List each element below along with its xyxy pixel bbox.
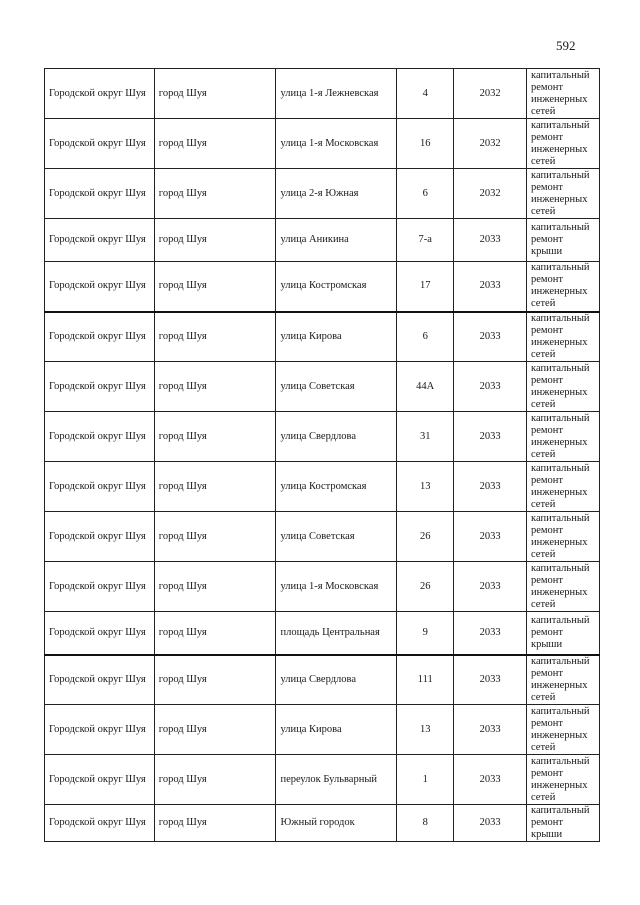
city-cell: город Шуя <box>154 755 276 805</box>
year-cell: 2033 <box>454 705 527 755</box>
house-number-cell: 44А <box>397 362 454 412</box>
street-cell: улица Советская <box>276 512 397 562</box>
work-type-cell: капитальный ремонт инженерных сетей <box>527 312 600 362</box>
table-row <box>45 755 600 805</box>
street-cell: улица Свердлова <box>276 412 397 462</box>
table-row <box>45 219 600 262</box>
district-cell: Городской округ Шуя <box>45 362 155 412</box>
table-row <box>45 462 600 512</box>
table-row <box>45 562 600 612</box>
city-cell: город Шуя <box>154 512 276 562</box>
street-cell: улица 1-я Лежневская <box>276 69 397 119</box>
street-cell: улица Советская <box>276 362 397 412</box>
house-number-cell: 13 <box>397 705 454 755</box>
work-type-cell: капитальный ремонт крыши <box>527 612 600 655</box>
year-cell: 2032 <box>454 69 527 119</box>
year-cell: 2033 <box>454 562 527 612</box>
district-cell: Городской округ Шуя <box>45 169 155 219</box>
district-cell: Городской округ Шуя <box>45 69 155 119</box>
table-row <box>45 705 600 755</box>
city-cell: город Шуя <box>154 562 276 612</box>
city-cell: город Шуя <box>154 219 276 262</box>
work-type-cell: капитальный ремонт инженерных сетей <box>527 462 600 512</box>
city-cell: город Шуя <box>154 169 276 219</box>
district-cell: Городской округ Шуя <box>45 612 155 655</box>
street-cell: Южный городок <box>276 805 397 842</box>
house-number-cell: 9 <box>397 612 454 655</box>
work-type-cell: капитальный ремонт инженерных сетей <box>527 169 600 219</box>
house-number-cell: 6 <box>397 312 454 362</box>
year-cell: 2033 <box>454 612 527 655</box>
year-cell: 2032 <box>454 119 527 169</box>
work-type-cell: капитальный ремонт инженерных сетей <box>527 412 600 462</box>
house-number-cell: 1 <box>397 755 454 805</box>
street-cell: площадь Центральная <box>276 612 397 655</box>
city-cell: город Шуя <box>154 805 276 842</box>
table-row <box>45 69 600 119</box>
city-cell: город Шуя <box>154 412 276 462</box>
city-cell: город Шуя <box>154 462 276 512</box>
district-cell: Городской округ Шуя <box>45 462 155 512</box>
house-number-cell: 17 <box>397 262 454 312</box>
district-cell: Городской округ Шуя <box>45 705 155 755</box>
street-cell: улица Кирова <box>276 705 397 755</box>
year-cell: 2033 <box>454 412 527 462</box>
year-cell: 2033 <box>454 262 527 312</box>
district-cell: Городской округ Шуя <box>45 119 155 169</box>
street-cell: улица Костромская <box>276 462 397 512</box>
work-type-cell: капитальный ремонт инженерных сетей <box>527 362 600 412</box>
table-row <box>45 655 600 705</box>
street-cell: улица Костромская <box>276 262 397 312</box>
city-cell: город Шуя <box>154 362 276 412</box>
page-number: 592 <box>556 38 576 53</box>
house-number-cell: 26 <box>397 512 454 562</box>
district-cell: Городской округ Шуя <box>45 755 155 805</box>
table-body <box>45 69 600 842</box>
district-cell: Городской округ Шуя <box>45 312 155 362</box>
district-cell: Городской округ Шуя <box>45 562 155 612</box>
house-number-cell: 13 <box>397 462 454 512</box>
year-cell: 2033 <box>454 462 527 512</box>
city-cell: город Шуя <box>154 312 276 362</box>
district-cell: Городской округ Шуя <box>45 262 155 312</box>
district-cell: Городской округ Шуя <box>45 412 155 462</box>
house-number-cell: 6 <box>397 169 454 219</box>
year-cell: 2033 <box>454 219 527 262</box>
table-row <box>45 362 600 412</box>
street-cell: улица Кирова <box>276 312 397 362</box>
repair-schedule-table <box>44 68 600 842</box>
street-cell: улица 2-я Южная <box>276 169 397 219</box>
city-cell: город Шуя <box>154 612 276 655</box>
city-cell: город Шуя <box>154 705 276 755</box>
year-cell: 2033 <box>454 805 527 842</box>
district-cell: Городской округ Шуя <box>45 655 155 705</box>
house-number-cell: 7-а <box>397 219 454 262</box>
table-row <box>45 612 600 655</box>
work-type-cell: капитальный ремонт инженерных сетей <box>527 69 600 119</box>
work-type-cell: капитальный ремонт крыши <box>527 805 600 842</box>
house-number-cell: 111 <box>397 655 454 705</box>
table-row <box>45 169 600 219</box>
street-cell: улица Свердлова <box>276 655 397 705</box>
street-cell: улица 1-я Московская <box>276 119 397 169</box>
district-cell: Городской округ Шуя <box>45 219 155 262</box>
table-row <box>45 412 600 462</box>
city-cell: город Шуя <box>154 655 276 705</box>
city-cell: город Шуя <box>154 69 276 119</box>
house-number-cell: 4 <box>397 69 454 119</box>
city-cell: город Шуя <box>154 262 276 312</box>
year-cell: 2033 <box>454 655 527 705</box>
street-cell: улица Аникина <box>276 219 397 262</box>
year-cell: 2033 <box>454 755 527 805</box>
district-cell: Городской округ Шуя <box>45 805 155 842</box>
house-number-cell: 8 <box>397 805 454 842</box>
district-cell: Городской округ Шуя <box>45 512 155 562</box>
street-cell: улица 1-я Московская <box>276 562 397 612</box>
year-cell: 2033 <box>454 362 527 412</box>
work-type-cell: капитальный ремонт инженерных сетей <box>527 562 600 612</box>
house-number-cell: 31 <box>397 412 454 462</box>
year-cell: 2033 <box>454 312 527 362</box>
house-number-cell: 16 <box>397 119 454 169</box>
table-row <box>45 312 600 362</box>
work-type-cell: капитальный ремонт инженерных сетей <box>527 262 600 312</box>
street-cell: переулок Бульварный <box>276 755 397 805</box>
work-type-cell: капитальный ремонт инженерных сетей <box>527 512 600 562</box>
city-cell: город Шуя <box>154 119 276 169</box>
table-row <box>45 805 600 842</box>
table-row <box>45 262 600 312</box>
house-number-cell: 26 <box>397 562 454 612</box>
year-cell: 2032 <box>454 169 527 219</box>
table-row <box>45 512 600 562</box>
work-type-cell: капитальный ремонт инженерных сетей <box>527 655 600 705</box>
work-type-cell: капитальный ремонт инженерных сетей <box>527 705 600 755</box>
table-row <box>45 119 600 169</box>
work-type-cell: капитальный ремонт крыши <box>527 219 600 262</box>
work-type-cell: капитальный ремонт инженерных сетей <box>527 755 600 805</box>
work-type-cell: капитальный ремонт инженерных сетей <box>527 119 600 169</box>
year-cell: 2033 <box>454 512 527 562</box>
